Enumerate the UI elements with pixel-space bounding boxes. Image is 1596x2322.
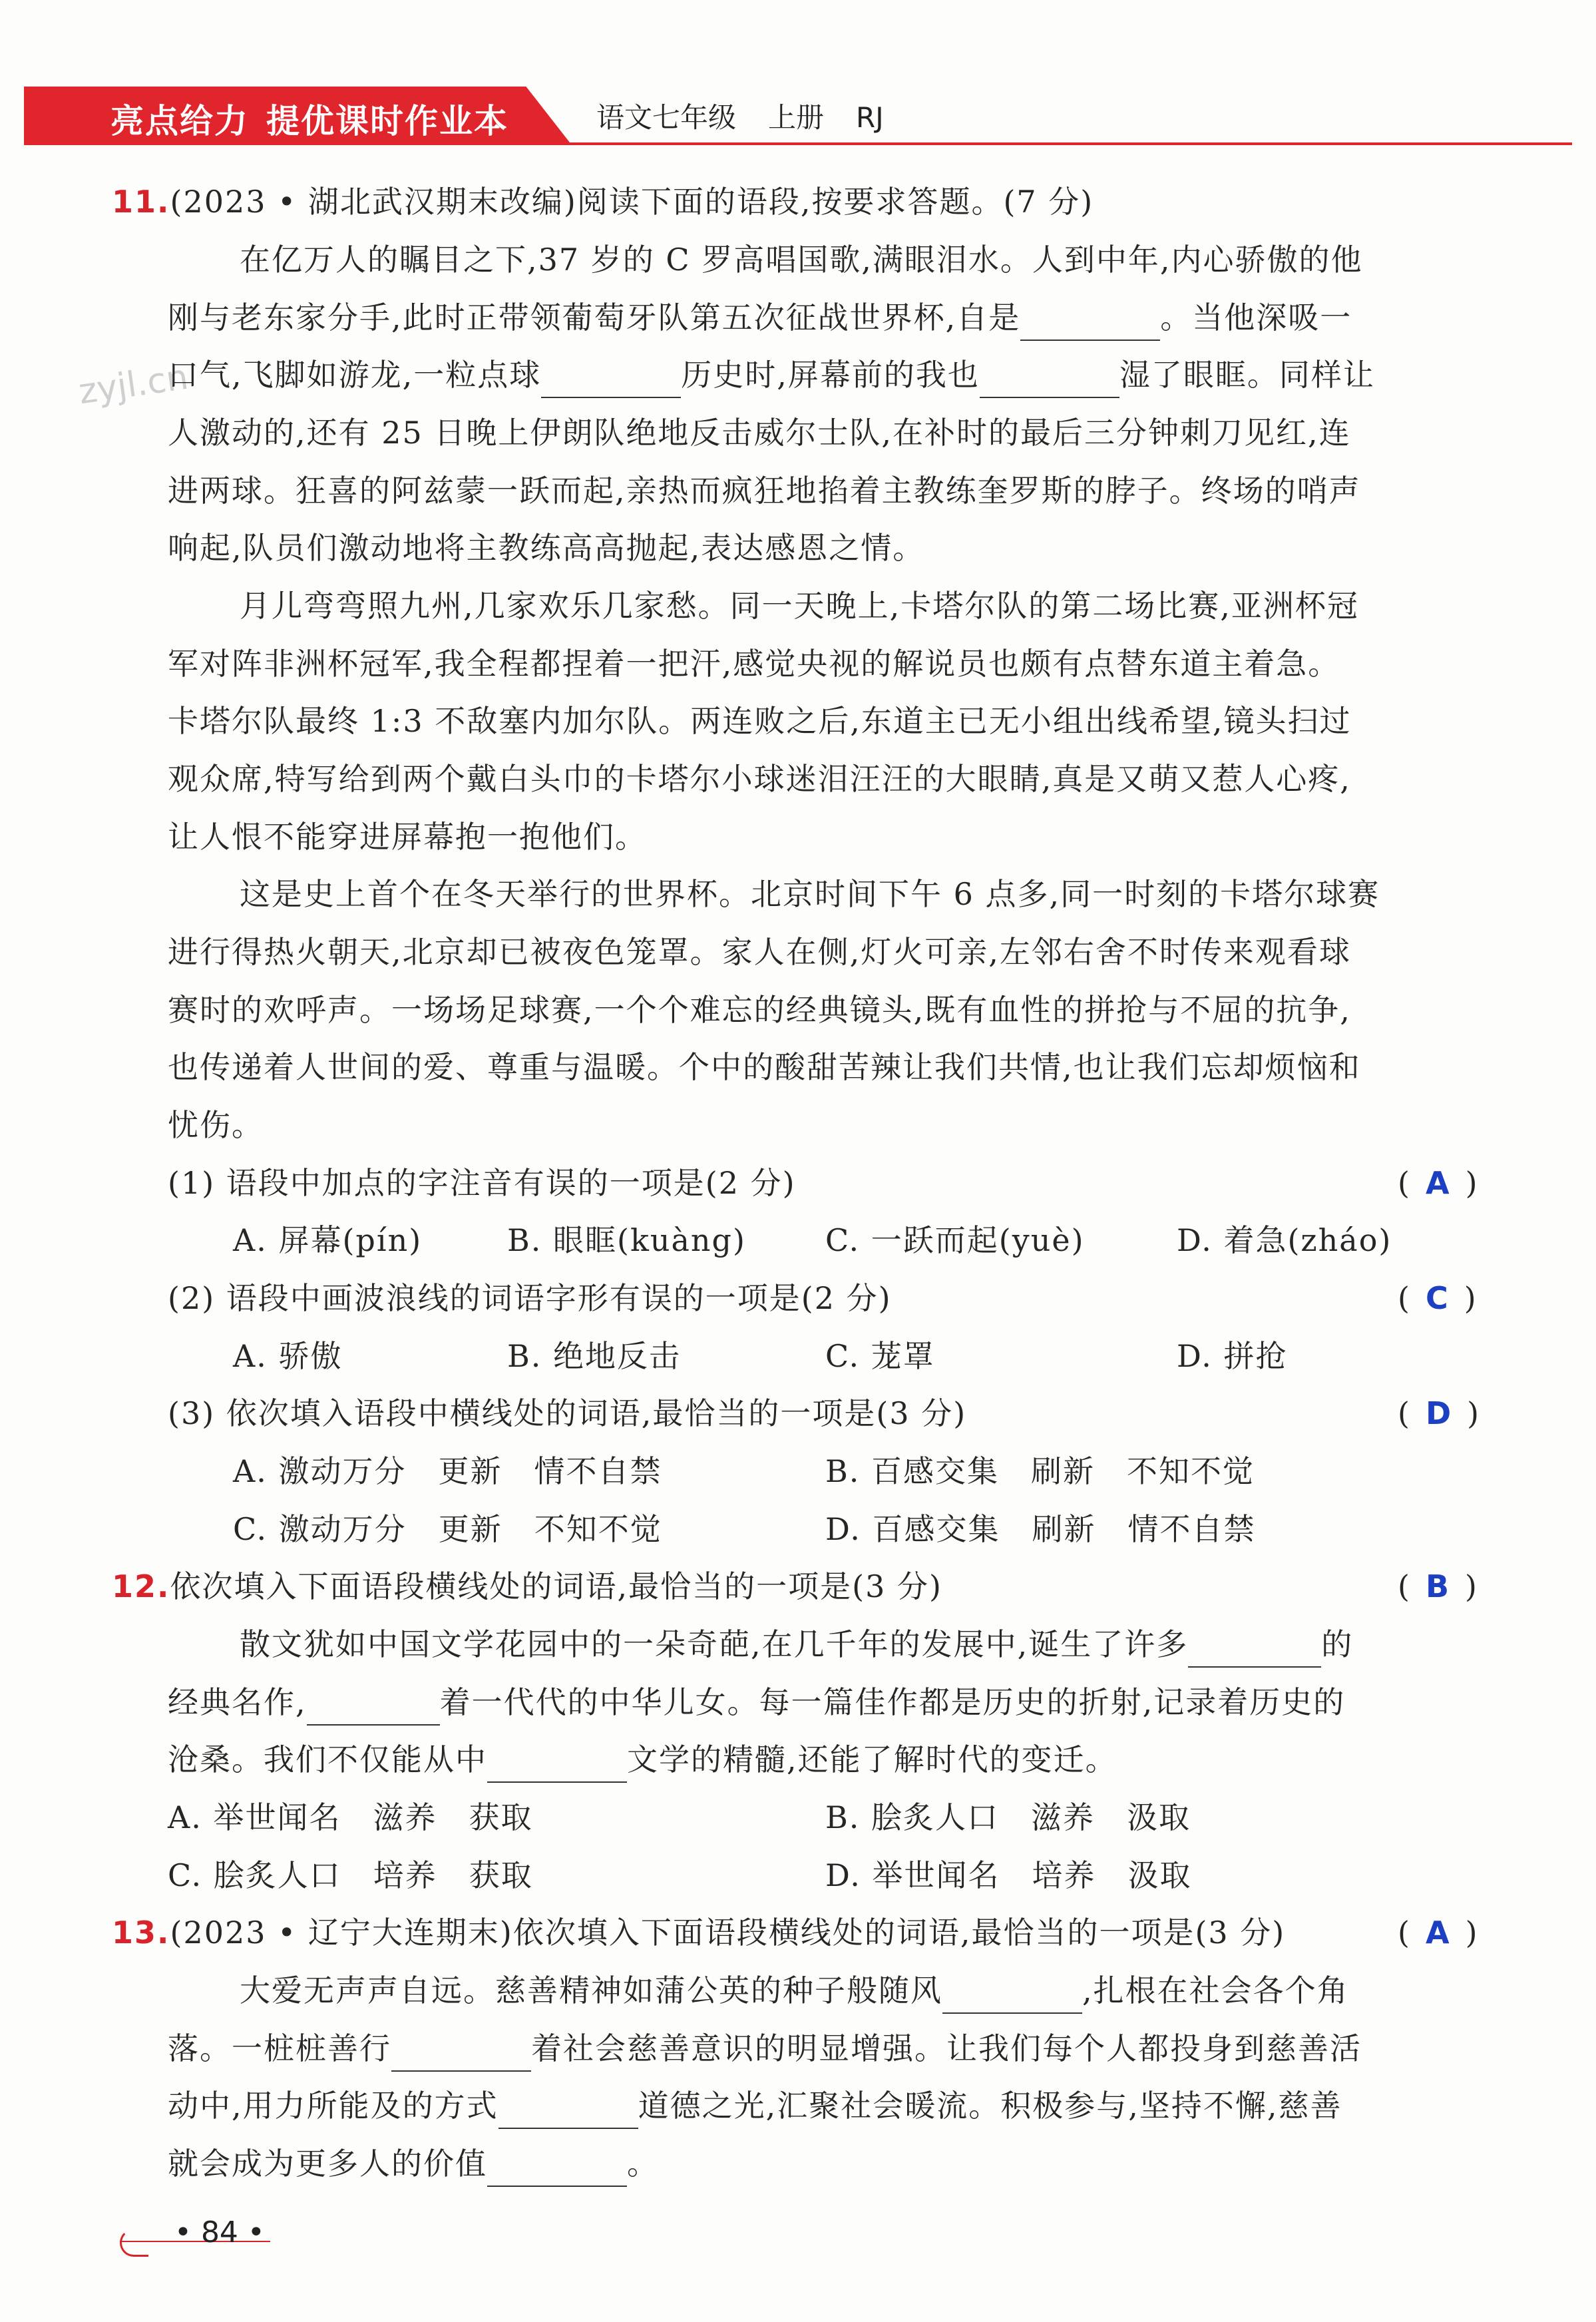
q12-option-c: C. 脍炙人口 培养 获取 (168, 1857, 533, 1893)
q11-p2-line1: 月儿弯弯照九州,几家欢乐几家愁。同一天晚上,卡塔尔队的第二场比赛,亚洲杯冠 (240, 588, 1359, 624)
q11-p1-line4: 人激动的,还有 25 日晚上伊朗队绝地反击威尔士队,在补时的最后三分钟刺刀见红,连 (168, 415, 1351, 451)
q13-text-line1 (240, 1967, 1349, 2014)
q13-text-line3 (168, 2082, 1342, 2129)
page-footer (120, 2215, 273, 2262)
q13-blank-3 (499, 2097, 638, 2129)
q13-text: 大爱无声声自远。慈善精神如蒲公英的种子般随风 (240, 1973, 942, 2008)
q11-sub1-option-a: A. 屏幕(pín) (233, 1222, 423, 1258)
q11-sub3-option-d: D. 百感交集 刷新 情不自禁 (825, 1511, 1256, 1547)
subject-label: 语文七年级 (596, 101, 737, 134)
q13-blank-1 (942, 1982, 1082, 2014)
q11-p1-line3 (168, 351, 1375, 398)
q12-stem: 依次填入下面语段横线处的词语,最恰当的一项是(3 分) (170, 1568, 942, 1604)
q13-text: 着社会慈善意识的明显增强。让我们每个人都投身到慈善活 (531, 2030, 1362, 2066)
q11-p2-line5: 让人恨不能穿进屏幕抱一抱他们。 (168, 819, 647, 855)
q12-text: 文学的精髓,还能了解时代的变迁。 (627, 1742, 1117, 1777)
q11-sub3-option-b: B. 百感交集 刷新 不知不觉 (825, 1453, 1255, 1489)
q11-sub2-option-c: C. 茏罩 (825, 1338, 935, 1374)
page-number: • 84 • (174, 2215, 265, 2249)
q12-text-line3 (168, 1736, 1117, 1783)
q12-blank-3 (487, 1751, 627, 1783)
q13-stem-line (112, 1909, 1285, 1956)
q11-stem-line (112, 178, 1094, 225)
q11-p3-line3: 赛时的欢呼声。一场场足球赛,一个个难忘的经典镜头,既有血性的拼抢与不屈的抗争, (168, 992, 1351, 1028)
q11-sub1-option-d: D. 着急(zháo) (1177, 1222, 1392, 1258)
q11-number: 11. (112, 184, 170, 220)
q11-sub1-option-b: B. 眼眶(kuàng) (507, 1222, 746, 1258)
header-rule (24, 142, 1572, 145)
q11-blank-2 (541, 366, 681, 398)
q11-p1-text: 历史时,屏幕前的我也 (681, 357, 980, 393)
answer-letter: A (1425, 1915, 1450, 1951)
brand-series: 提优课时作业本 (266, 102, 508, 140)
q11-p3-line4: 也传递着人世间的爱、尊重与温暖。个中的酸甜苦辣让我们共情,也让我们忘却烦恼和 (168, 1049, 1361, 1085)
q12-text: 沧桑。我们不仅能从中 (168, 1742, 487, 1777)
q11-p1-text: 口气,飞脚如游龙,一粒点球 (168, 357, 542, 393)
q11-blank-3 (980, 366, 1119, 398)
q13-blank-2 (391, 2040, 531, 2072)
q13-text: 就会成为更多人的价值 (168, 2146, 487, 2182)
q12-stem-line (112, 1563, 942, 1610)
q11-p1-text: 湿了眼眶。同样让 (1119, 357, 1375, 393)
q13-text: ,扎根在社会各个角 (1082, 1973, 1349, 2008)
q12-text-line2 (168, 1679, 1345, 1726)
q11-p1-line2 (168, 294, 1352, 341)
q12-text: 经典名作, (168, 1684, 307, 1720)
answer-letter: D (1425, 1395, 1452, 1431)
q11-p2-line2: 军对阵非洲杯冠军,我全程都捏着一把汗,感觉央视的解说员也颇有点替东道主着急。 (168, 646, 1340, 682)
q13-text: 道德之光,汇聚社会暖流。积极参与,坚持不懈,慈善 (638, 2088, 1342, 2124)
brand-name: 亮点给力 (110, 102, 249, 140)
q13-blank-4 (487, 2155, 627, 2187)
header-meta (596, 96, 916, 136)
q11-p2-line3: 卡塔尔队最终 1:3 不敌塞内加尔队。两连败之后,东道主已无小组出线希望,镜头扫过 (168, 703, 1352, 739)
q13-text-line2 (168, 2025, 1362, 2072)
header-brand (110, 95, 526, 142)
q11-p1-line1: 在亿万人的瞩目之下,37 岁的 C 罗高唱国歌,满眼泪水。人到中年,内心骄傲的他 (240, 242, 1363, 278)
q11-sub2-answer: ( C ) (1398, 1280, 1476, 1316)
q11-sub3-stem: (3) 依次填入语段中横线处的词语,最恰当的一项是(3 分) (168, 1395, 967, 1431)
q11-p3-line1: 这是史上首个在冬天举行的世界杯。北京时间下午 6 点多,同一时刻的卡塔尔球赛 (240, 876, 1380, 912)
q13-stem: (2023 • 辽宁大连期末)依次填入下面语段横线处的词语,最恰当的一项是(3 分) (170, 1915, 1286, 1951)
q13-answer: ( A ) (1398, 1915, 1478, 1951)
answer-letter: A (1425, 1165, 1450, 1201)
q11-sub2-stem: (2) 语段中画波浪线的词语字形有误的一项是(2 分) (168, 1280, 892, 1316)
q13-text: 。 (627, 2146, 659, 2182)
q13-text-line4 (168, 2140, 659, 2187)
q11-sub3-option-c: C. 激动万分 更新 不知不觉 (233, 1511, 662, 1547)
q11-p2-line4: 观众席,特写给到两个戴白头巾的卡塔尔小球迷泪汪汪的大眼睛,真是又萌又惹人心疼, (168, 761, 1351, 797)
q12-text-line1 (240, 1621, 1353, 1668)
q11-sub2-option-b: B. 绝地反击 (507, 1338, 682, 1374)
volume-label: 上册 (768, 101, 825, 134)
q11-stem: (2023 • 湖北武汉期末改编)阅读下面的语段,按要求答题。(7 分) (170, 184, 1094, 220)
q11-sub1-stem: (1) 语段中加点的字注音有误的一项是(2 分) (168, 1165, 796, 1201)
q11-p1-line5: 进两球。狂喜的阿兹蒙一跃而起,亲热而疯狂地掐着主教练奎罗斯的脖子。终场的哨声 (168, 473, 1361, 509)
q13-number: 13. (112, 1915, 170, 1951)
answer-letter: B (1425, 1568, 1450, 1604)
edition-label: RJ (856, 101, 884, 134)
q12-answer: ( B ) (1398, 1568, 1477, 1604)
q12-text: 散文犹如中国文学花园中的一朵奇葩,在几千年的发展中,诞生了许多 (240, 1626, 1189, 1662)
q11-sub3-answer: ( D ) (1398, 1395, 1480, 1431)
q11-sub1-option-c: C. 一跃而起(yuè) (825, 1222, 1085, 1258)
footer-curve-decoration (120, 2229, 148, 2257)
q11-p1-text: 刚与老东家分手,此时正带领葡萄牙队第五次征战世界杯,自是 (168, 300, 1021, 336)
q11-p3-line5: 忧伤。 (168, 1107, 264, 1143)
q12-option-a: A. 举世闻名 滋养 获取 (168, 1799, 533, 1835)
q11-blank-1 (1020, 309, 1160, 341)
q11-p3-line2: 进行得热火朝天,北京却已被夜色笼罩。家人在侧,灯火可亲,左邻右舍不时传来观看球 (168, 934, 1351, 970)
q11-p1-line6: 响起,队员们激动地将主教练高高抛起,表达感恩之情。 (168, 530, 925, 566)
q13-text: 落。一桩桩善行 (168, 2030, 391, 2066)
q11-p1-text: 。当他深吸一 (1160, 300, 1352, 336)
q12-blank-1 (1188, 1636, 1321, 1668)
q11-sub1-answer: ( A ) (1398, 1165, 1478, 1201)
q11-sub3-option-a: A. 激动万分 更新 情不自禁 (233, 1453, 662, 1489)
q11-sub2-option-a: A. 骄傲 (233, 1338, 343, 1374)
q11-sub2-option-d: D. 拼抢 (1177, 1338, 1288, 1374)
q12-blank-2 (307, 1694, 440, 1726)
q12-option-b: B. 脍炙人口 滋养 汲取 (825, 1799, 1191, 1835)
q12-number: 12. (112, 1568, 170, 1604)
q12-text: 着一代代的中华儿女。每一篇佳作都是历史的折射,记录着历史的 (439, 1684, 1346, 1720)
watermark: zyjl.cn (76, 357, 191, 413)
q12-option-d: D. 举世闻名 培养 汲取 (825, 1857, 1192, 1893)
answer-letter: C (1425, 1280, 1448, 1316)
page-header (24, 87, 1572, 144)
q12-text: 的 (1321, 1626, 1354, 1662)
q13-text: 动中,用力所能及的方式 (168, 2088, 499, 2124)
